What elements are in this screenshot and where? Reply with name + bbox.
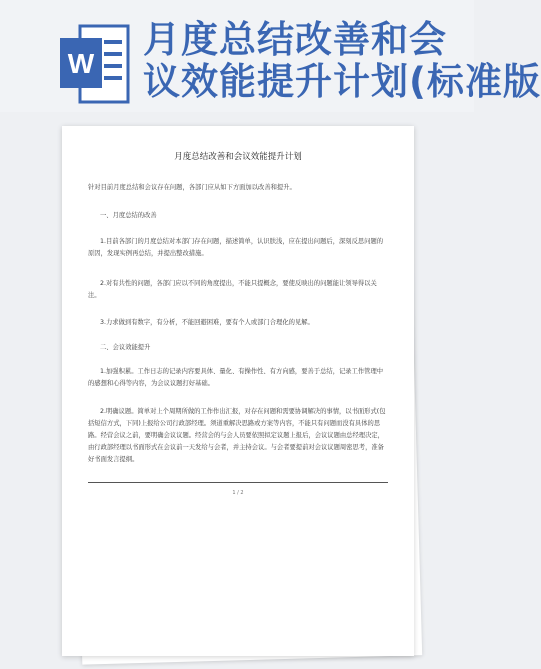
paragraph-2: 2.对有共性的问题，各部门应以不同的角度提出，不能只提概念，要使反映出的问题能让领导得以关注。 <box>88 280 377 299</box>
section-heading-2: 二、会议效能提升 <box>100 344 151 351</box>
section-heading-1: 一、月度总结的改善 <box>100 212 157 219</box>
banner-title-line-1: 月度总结改善和会 <box>143 18 447 61</box>
header-banner <box>0 0 541 112</box>
logo-letter: W <box>67 48 95 79</box>
word-document-icon <box>58 22 130 106</box>
footer-rule <box>88 482 388 483</box>
document-title: 月度总结改善和会议效能提升计划 <box>174 152 302 162</box>
paragraph-5: 2.明确议题。简单对上个周期所做的工作作出汇报，对存在问题和需要协调解决的事情，以书面形式(包括短信方式，下同)上报给公司行政部经理。须道重解决思路或方案等内容，不能只有问题而没有具体的思路。经营会议之前，要明确会议议题。经营会的与会人员要依照拟定议题上报后，会议议题由总经理决定，由行政部经理以书面形式在会议前一天发给与会者，并主持会议。与会者要提前对会议议题周密思考，准备好书面发言提纲。 <box>88 408 386 463</box>
intro-paragraph: 针对目前月度总结和会议存在问题，各部门应从如下方面加以改善和提升。 <box>88 184 296 191</box>
page-number: 1 / 2 <box>232 490 244 496</box>
paragraph-3: 3.力求做到有数字，有分析，不能回避困难，要有个人或部门合理化的见解。 <box>100 319 314 326</box>
paragraph-1: 1.目前各部门的月度总结对本部门存在问题，描述简单，认识肤浅，应在提出问题后，深刻反思问题的原因，发现实例再总结，并提出整改措施。 <box>88 238 384 257</box>
document-page <box>62 126 414 656</box>
paragraph-4: 1.加强积累。工作日志的记录内容要具体、量化、有操作性、有方向感，要善于总结，记录工作管理中的感想和心得等内容，为会议议题打好基础。 <box>88 368 384 387</box>
banner-title-line-2: 议效能提升计划(标准版 <box>143 60 541 103</box>
